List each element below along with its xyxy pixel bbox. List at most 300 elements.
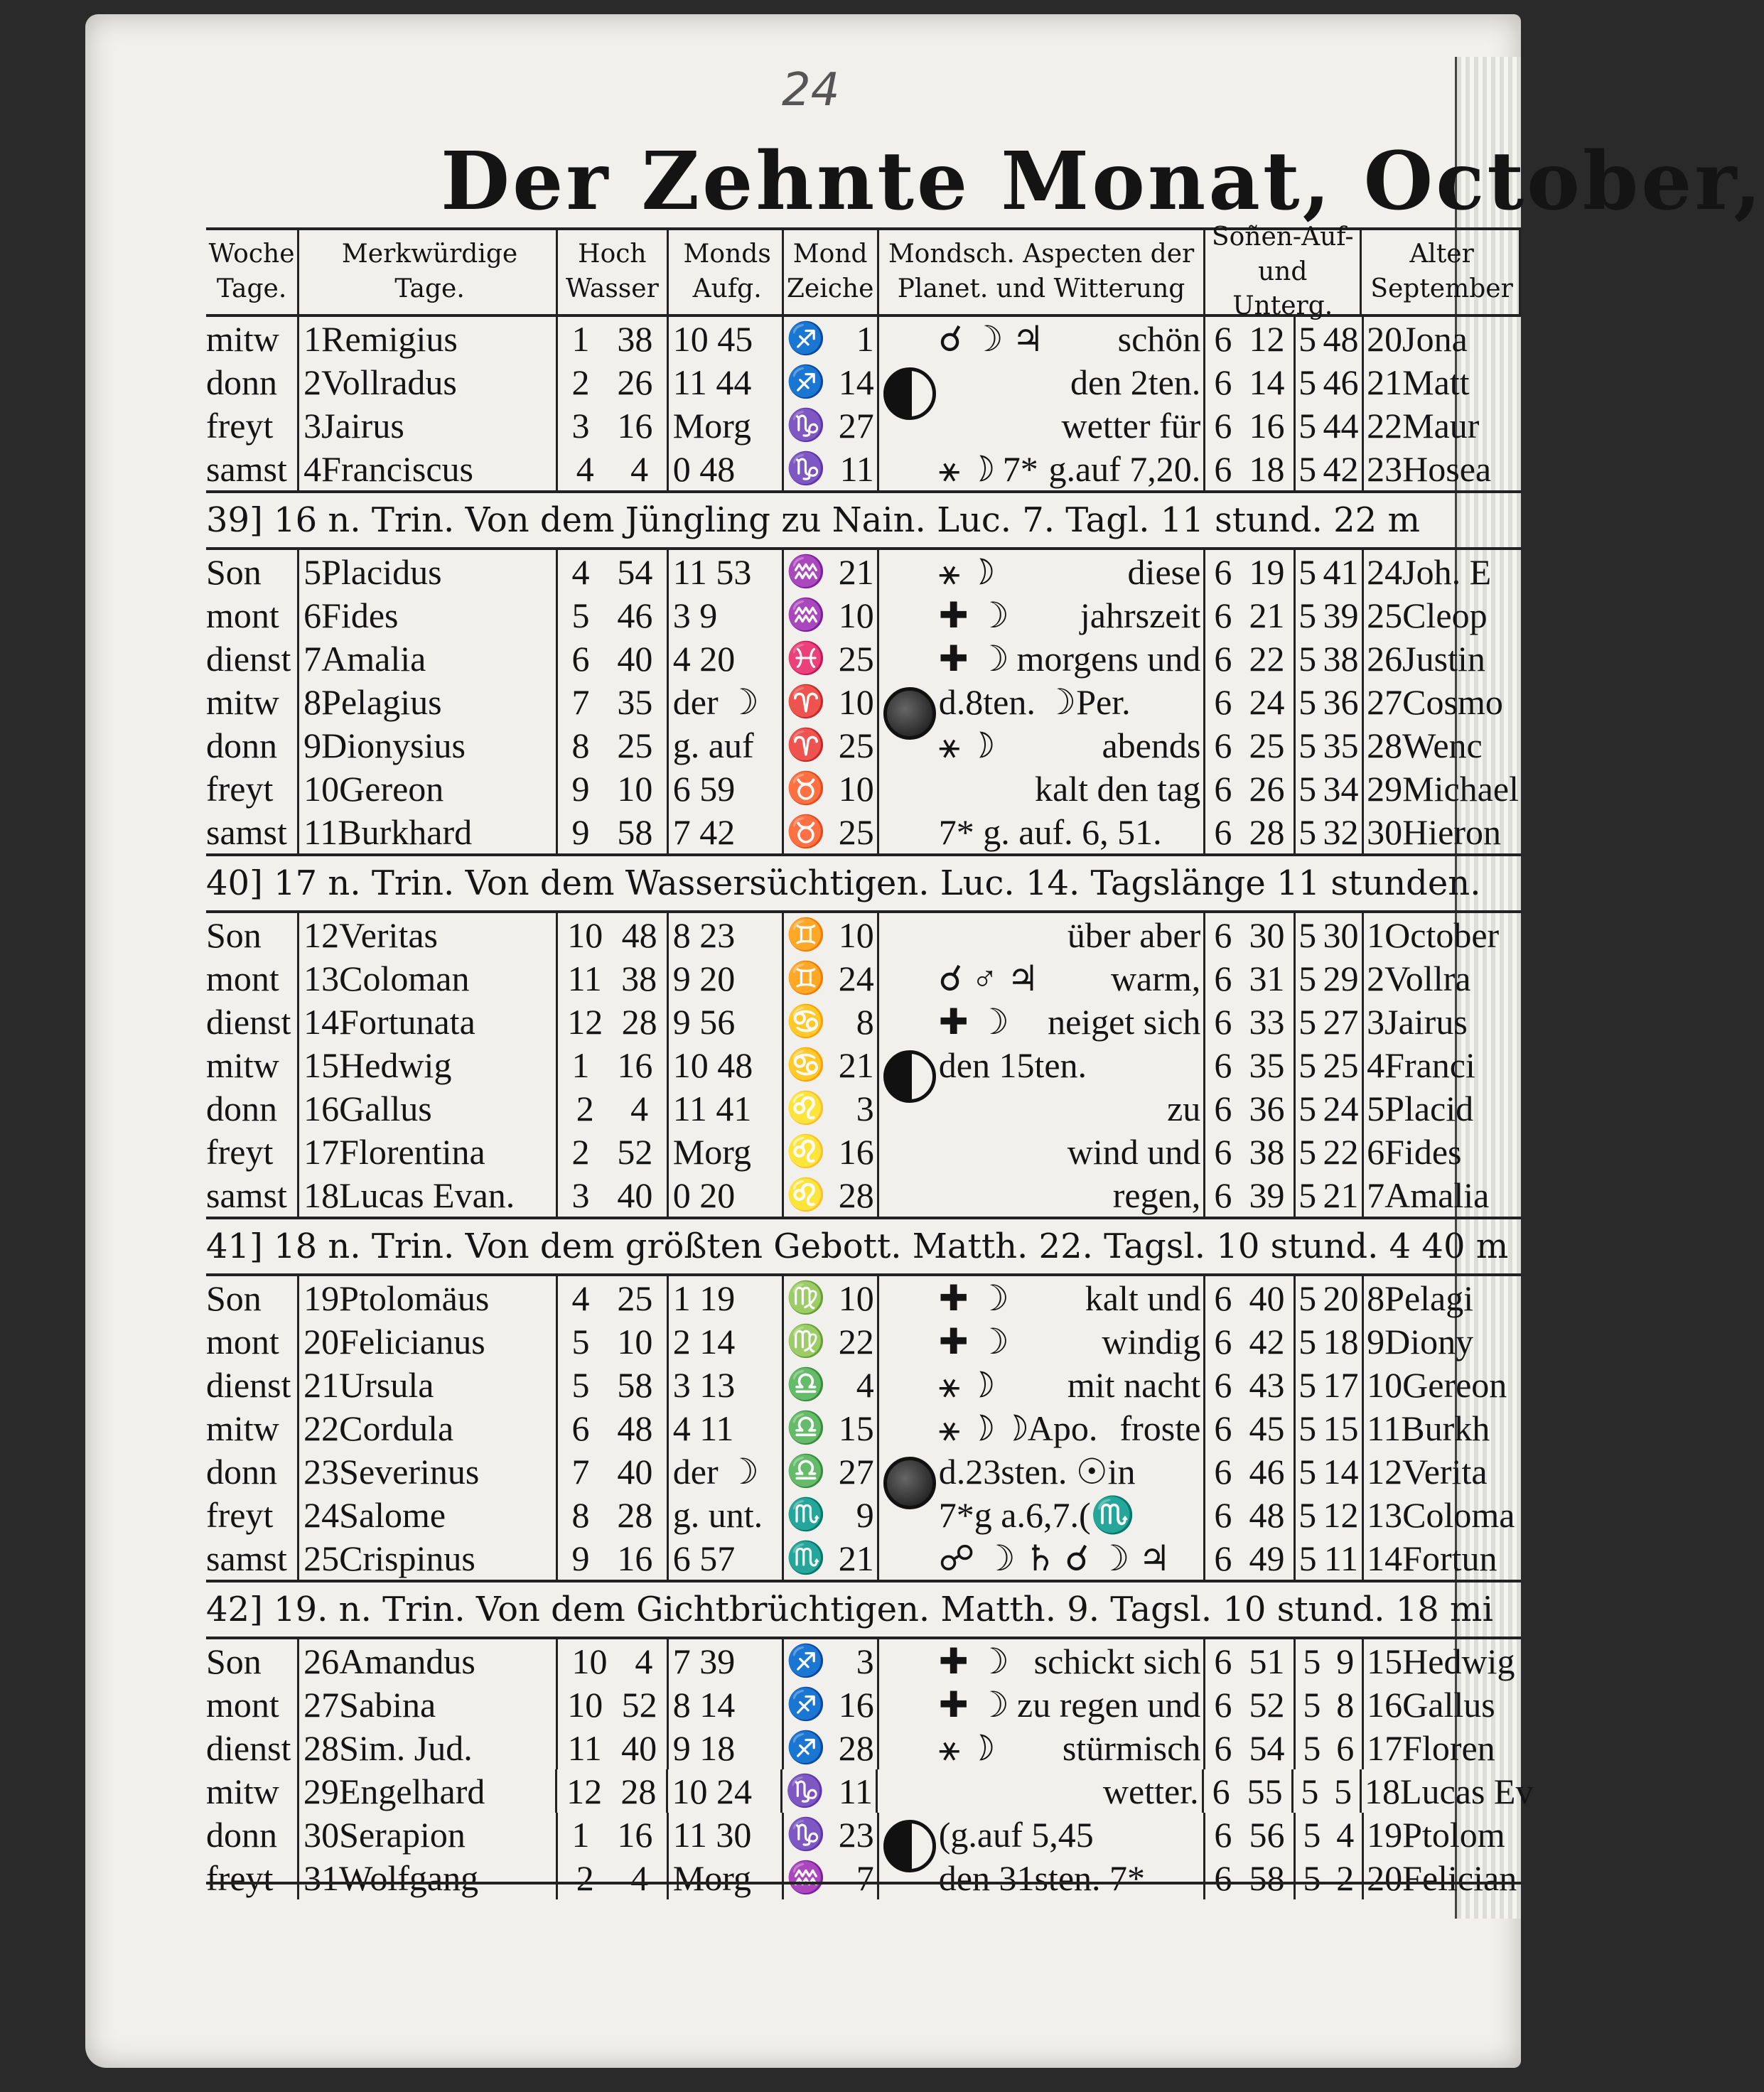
weekday-text: freyt <box>206 768 274 809</box>
saint-name: 14Fortunata <box>303 1001 475 1042</box>
zodiac-sign: ♓ <box>786 640 826 676</box>
old-calendar-saint: 30Hieron <box>1367 812 1501 852</box>
zodiac-sign: ♑ <box>786 407 826 443</box>
sunrise-cell <box>1205 913 1295 956</box>
moonrise-time: 6 57 <box>672 1538 736 1578</box>
weekday-cell <box>206 593 299 637</box>
aspect-text: ☍ ☽ ♄ ☌ ☽ ♃ <box>938 1538 1171 1578</box>
high-water-cell <box>558 723 669 767</box>
sunrise-cell <box>1205 1087 1295 1130</box>
high-water-cell <box>558 1406 669 1450</box>
moonrise-time: 9 20 <box>672 958 736 998</box>
sunrise-minute: 54 <box>1249 1727 1285 1768</box>
sunset-cell <box>1296 956 1365 1000</box>
zodiac-sign: ♏ <box>786 1540 826 1575</box>
sunset-minute: 24 <box>1323 1088 1359 1128</box>
zodiac-sign: ♋ <box>786 1003 826 1039</box>
high-water-cell <box>558 1320 669 1363</box>
sunset-hour: 5 <box>1298 725 1317 765</box>
saint-name: 24Salome <box>303 1494 446 1535</box>
sunset-hour: 5 <box>1303 1684 1321 1725</box>
high-water-cell <box>558 956 669 1000</box>
sunrise-hour: 6 <box>1214 595 1232 635</box>
sunset-minute: 34 <box>1323 768 1359 809</box>
high-water-minute: 28 <box>617 1494 653 1535</box>
high-water-hour: 8 <box>571 1494 590 1535</box>
moonrise-cell <box>669 1536 784 1580</box>
aspect-cell <box>879 956 1206 1000</box>
sunset-hour: 5 <box>1298 405 1317 446</box>
high-water-cell <box>558 550 669 593</box>
sunrise-cell <box>1205 1173 1295 1217</box>
moonrise-time: 7 42 <box>672 812 736 852</box>
moon-sign-cell <box>784 360 879 404</box>
high-water-minute: 16 <box>617 1538 653 1578</box>
sunset-cell <box>1296 1536 1365 1580</box>
saint-cell <box>299 680 558 723</box>
old-calendar-cell <box>1362 1769 1534 1813</box>
zodiac-sign: ♌ <box>786 1133 826 1169</box>
zodiac-degree: 4 <box>856 1364 874 1405</box>
sunset-hour: 5 <box>1298 1321 1317 1362</box>
high-water-hour: 6 <box>571 638 590 679</box>
saint-cell <box>299 1000 558 1043</box>
high-water-minute: 40 <box>617 638 653 679</box>
sunset-hour: 5 <box>1298 915 1317 955</box>
high-water-hour: 4 <box>576 448 594 489</box>
sunrise-cell <box>1205 550 1295 593</box>
sunset-cell <box>1296 810 1365 853</box>
aspect-text: ☌ ♂ ♃ <box>938 958 1039 998</box>
old-calendar-cell <box>1364 637 1521 680</box>
bottom-rule <box>206 1882 1521 1885</box>
zodiac-sign: ♑ <box>786 1816 826 1852</box>
moonrise-cell <box>669 1450 784 1493</box>
moonrise-cell <box>669 1173 784 1217</box>
weather-text: zu <box>1167 1088 1201 1128</box>
calendar-row <box>206 1000 1521 1043</box>
old-calendar-saint: 27Cosmo <box>1367 681 1503 722</box>
weekday-text: Son <box>206 1278 262 1318</box>
sunrise-minute: 24 <box>1249 681 1285 722</box>
moonrise-cell <box>669 1493 784 1536</box>
high-water-cell <box>558 1276 669 1320</box>
old-calendar-saint: 20Felician <box>1367 1858 1517 1898</box>
aspect-text: d.8ten. ☽Per. <box>938 681 1131 722</box>
calendar-row <box>206 1130 1521 1173</box>
moon-sign-cell <box>784 810 879 853</box>
weekday-text: freyt <box>206 405 274 446</box>
sunrise-hour: 6 <box>1214 1001 1232 1042</box>
sunrise-cell <box>1205 1130 1295 1173</box>
sunrise-minute: 49 <box>1249 1538 1285 1578</box>
sunrise-minute: 19 <box>1249 551 1285 592</box>
high-water-hour: 9 <box>571 812 590 852</box>
saint-cell <box>299 1726 558 1769</box>
old-calendar-saint: 9Diony <box>1367 1321 1474 1362</box>
weather-text: neiget sich <box>1048 1001 1201 1042</box>
high-water-minute: 52 <box>617 1131 653 1172</box>
moonrise-cell <box>668 1769 782 1813</box>
high-water-cell <box>558 1536 669 1580</box>
old-calendar-saint: 25Cleop <box>1367 595 1488 635</box>
sunrise-hour: 6 <box>1214 638 1232 679</box>
high-water-minute: 54 <box>617 551 653 592</box>
zodiac-sign: ♋ <box>786 1047 826 1082</box>
calendar-row <box>206 1856 1521 1899</box>
high-water-hour: 1 <box>571 318 590 359</box>
zodiac-degree: 15 <box>838 1408 874 1448</box>
old-calendar-cell <box>1364 404 1521 447</box>
saint-name: 9Dionysius <box>303 725 466 765</box>
high-water-minute: 46 <box>617 595 653 635</box>
weekday-text: samst <box>206 812 287 852</box>
moonrise-cell <box>669 1043 784 1087</box>
moonrise-cell <box>669 913 784 956</box>
aspect-text: ✚ ☽ <box>938 1641 1009 1681</box>
saint-cell <box>299 1813 558 1856</box>
old-calendar-cell <box>1364 810 1521 853</box>
sunrise-cell <box>1205 1000 1295 1043</box>
saint-cell <box>299 1276 558 1320</box>
saint-cell <box>299 913 558 956</box>
aspect-cell <box>879 550 1206 593</box>
moonrise-cell <box>669 317 784 360</box>
old-calendar-saint: 10Gereon <box>1367 1364 1507 1405</box>
moonrise-cell <box>669 723 784 767</box>
zodiac-sign: ♊ <box>786 960 826 996</box>
weekday-text: mont <box>206 595 279 635</box>
moonrise-time: 4 20 <box>672 638 736 679</box>
sunrise-hour: 6 <box>1214 1451 1232 1492</box>
zodiac-degree: 24 <box>838 958 874 998</box>
aspect-cell <box>879 447 1206 490</box>
sunrise-hour: 6 <box>1214 1045 1232 1085</box>
calendar-row <box>206 1320 1521 1363</box>
weather-text: diese <box>1127 551 1201 592</box>
moon-sign-cell <box>784 1320 879 1363</box>
sunrise-hour: 6 <box>1214 915 1232 955</box>
old-calendar-cell <box>1364 360 1521 404</box>
old-calendar-saint: 6Fides <box>1367 1131 1462 1172</box>
zodiac-sign: ♍ <box>786 1280 826 1315</box>
sunset-minute: 25 <box>1323 1045 1359 1085</box>
aspect-cell <box>879 680 1206 723</box>
high-water-minute: 28 <box>620 1771 657 1811</box>
aspect-cell <box>879 1726 1206 1769</box>
sunset-minute: 6 <box>1336 1727 1355 1768</box>
saint-cell <box>299 1320 558 1363</box>
zodiac-sign: ♉ <box>786 770 826 806</box>
aspect-text: d.23sten. ☉in <box>938 1451 1136 1492</box>
aspect-cell <box>879 404 1206 447</box>
weekday-cell <box>206 956 299 1000</box>
aspect-text: ⚹ ☽ <box>938 551 994 592</box>
old-calendar-cell <box>1364 593 1521 637</box>
old-calendar-saint: 1October <box>1367 915 1500 955</box>
high-water-cell <box>558 810 669 853</box>
sunday-line: 40] 17 n. Trin. Von dem Wassersüchtigen. Luc. 14. Tagslänge 11 stunden. <box>206 853 1521 913</box>
sunrise-cell <box>1205 680 1295 723</box>
sunrise-cell <box>1205 1536 1295 1580</box>
sunrise-hour: 6 <box>1214 1321 1232 1362</box>
weekday-text: freyt <box>206 1858 274 1898</box>
moonrise-time: 11 41 <box>672 1088 752 1128</box>
weekday-cell <box>206 1493 299 1536</box>
weekday-text: mitw <box>206 1045 279 1085</box>
saint-name: 22Cordula <box>303 1408 454 1448</box>
sunrise-cell <box>1205 1363 1295 1406</box>
zodiac-degree: 7 <box>856 1858 874 1898</box>
weekday-text: dienst <box>206 638 291 679</box>
calendar-row <box>206 810 1521 853</box>
sunrise-minute: 18 <box>1249 448 1285 489</box>
sunset-hour: 5 <box>1298 551 1317 592</box>
sunrise-cell <box>1204 1769 1294 1813</box>
weather-text: wetter für <box>1061 405 1201 446</box>
calendar-row <box>206 680 1521 723</box>
sunset-minute: 48 <box>1323 318 1359 359</box>
calendar-row <box>206 1406 1521 1450</box>
sunrise-cell <box>1205 447 1295 490</box>
sunset-cell <box>1296 1856 1365 1899</box>
sunset-cell <box>1296 1406 1365 1450</box>
old-calendar-cell <box>1364 1276 1521 1320</box>
moon-sign-cell <box>784 1683 879 1726</box>
moon-sign-cell <box>784 1363 879 1406</box>
sunrise-hour: 6 <box>1214 362 1232 402</box>
old-calendar-cell <box>1364 1130 1521 1173</box>
calendar-row <box>206 1363 1521 1406</box>
saint-name: 18Lucas Evan. <box>303 1175 515 1215</box>
saint-cell <box>299 447 558 490</box>
calendar-row <box>206 913 1521 956</box>
high-water-minute: 16 <box>617 1814 653 1855</box>
high-water-minute: 38 <box>621 958 657 998</box>
old-calendar-cell <box>1364 1087 1521 1130</box>
sunset-minute: 32 <box>1323 812 1359 852</box>
sunset-minute: 36 <box>1323 681 1359 722</box>
sunset-cell <box>1296 360 1365 404</box>
page-title: Der Zehnte Monat, October, <box>441 135 1764 228</box>
sunrise-cell <box>1205 1813 1295 1856</box>
zodiac-sign: ♒ <box>786 554 826 589</box>
sunset-hour: 5 <box>1298 1408 1317 1448</box>
aspect-cell <box>879 1450 1206 1493</box>
sunrise-minute: 45 <box>1249 1408 1285 1448</box>
high-water-cell <box>558 447 669 490</box>
moon-sign-cell <box>784 913 879 956</box>
weekday-text: mont <box>206 1684 279 1725</box>
old-calendar-saint: 22Maur <box>1367 405 1480 446</box>
old-calendar-saint: 23Hosea <box>1367 448 1492 489</box>
sunset-minute: 39 <box>1323 595 1359 635</box>
high-water-minute: 4 <box>630 448 649 489</box>
zodiac-sign: ♒ <box>786 1860 826 1895</box>
calendar-row <box>206 1493 1521 1536</box>
sunrise-cell <box>1205 1726 1295 1769</box>
moonrise-cell <box>669 1276 784 1320</box>
high-water-cell <box>558 1043 669 1087</box>
moonrise-cell <box>669 1726 784 1769</box>
high-water-minute: 38 <box>617 318 653 359</box>
high-water-cell <box>558 593 669 637</box>
sunset-minute: 18 <box>1323 1321 1359 1362</box>
zodiac-degree: 21 <box>838 1538 874 1578</box>
sunset-cell <box>1296 1276 1365 1320</box>
old-calendar-cell <box>1364 767 1521 810</box>
weekday-cell <box>206 1320 299 1363</box>
sunset-hour: 5 <box>1298 448 1317 489</box>
sunset-minute: 9 <box>1336 1641 1355 1681</box>
aspect-text: ☌ ☽ ♃ <box>938 318 1044 359</box>
old-calendar-cell <box>1364 1683 1521 1726</box>
aspect-cell <box>879 1813 1206 1856</box>
weekday-text: donn <box>206 362 277 402</box>
saint-name: 16Gallus <box>303 1088 432 1128</box>
aspect-text: den 15ten. <box>938 1045 1087 1085</box>
zodiac-sign: ♉ <box>786 814 826 849</box>
saint-name: 25Crispinus <box>303 1538 475 1578</box>
sunrise-minute: 46 <box>1249 1451 1285 1492</box>
calendar-row <box>206 360 1521 404</box>
sunset-cell <box>1296 680 1365 723</box>
weekday-text: dienst <box>206 1727 291 1768</box>
sunrise-hour: 6 <box>1214 812 1232 852</box>
header-weekday: Woche Tage. <box>206 230 299 314</box>
moonrise-time: 0 48 <box>672 448 736 489</box>
saint-cell <box>299 723 558 767</box>
zodiac-sign: ♐ <box>786 1686 826 1722</box>
sunset-minute: 12 <box>1323 1494 1359 1535</box>
weekday-text: dienst <box>206 1364 291 1405</box>
zodiac-sign: ♐ <box>786 364 826 399</box>
aspect-cell <box>879 723 1206 767</box>
header-high-water: Hoch Wasser <box>558 230 669 314</box>
sunset-hour: 5 <box>1301 1771 1319 1811</box>
saint-name: 7Amalia <box>303 638 426 679</box>
header-moonrise: Monds Aufg. <box>669 230 784 314</box>
sunrise-minute: 33 <box>1249 1001 1285 1042</box>
sunset-cell <box>1296 1726 1365 1769</box>
moonrise-cell <box>669 637 784 680</box>
moon-sign-cell <box>784 1639 879 1683</box>
calendar-row <box>206 404 1521 447</box>
zodiac-degree: 8 <box>856 1001 874 1042</box>
sunrise-cell <box>1205 317 1295 360</box>
high-water-minute: 40 <box>621 1727 657 1768</box>
sunrise-hour: 6 <box>1214 768 1232 809</box>
calendar-row <box>206 1276 1521 1320</box>
high-water-hour: 6 <box>571 1408 590 1448</box>
high-water-minute: 25 <box>617 725 653 765</box>
saint-name: 2Vollradus <box>303 362 457 402</box>
moon-sign-cell <box>784 550 879 593</box>
moon-sign-cell <box>784 317 879 360</box>
sunrise-cell <box>1205 1683 1295 1726</box>
sunset-cell <box>1296 1043 1365 1087</box>
sunrise-minute: 21 <box>1249 595 1285 635</box>
weather-text: schön <box>1117 318 1201 359</box>
aspect-cell <box>879 1320 1206 1363</box>
high-water-hour: 9 <box>571 768 590 809</box>
weekday-cell <box>206 1087 299 1130</box>
moonrise-cell <box>669 1813 784 1856</box>
saint-cell <box>299 1493 558 1536</box>
sunset-hour: 5 <box>1298 1045 1317 1085</box>
moonrise-cell <box>669 1683 784 1726</box>
moonrise-cell <box>669 404 784 447</box>
high-water-cell <box>558 1173 669 1217</box>
weekday-cell <box>206 1000 299 1043</box>
high-water-hour: 9 <box>571 1538 590 1578</box>
sunrise-minute: 38 <box>1249 1131 1285 1172</box>
sunrise-hour: 6 <box>1214 1408 1232 1448</box>
high-water-cell <box>558 1087 669 1130</box>
saint-cell <box>299 810 558 853</box>
weekday-cell <box>206 1726 299 1769</box>
high-water-cell <box>558 680 669 723</box>
high-water-minute: 48 <box>617 1408 653 1448</box>
aspect-cell <box>879 1363 1206 1406</box>
high-water-hour: 12 <box>567 1001 603 1042</box>
weather-text: warm, <box>1110 958 1201 998</box>
high-water-cell <box>558 1726 669 1769</box>
sunset-cell <box>1296 637 1365 680</box>
weather-text: kalt den tag <box>1035 768 1201 809</box>
weather-text: regen, <box>1112 1175 1201 1215</box>
weather-text: wind und <box>1067 1131 1201 1172</box>
sunset-hour: 5 <box>1298 595 1317 635</box>
weekday-text: donn <box>206 725 277 765</box>
moon-sign-cell <box>784 1087 879 1130</box>
moon-sign-cell <box>784 637 879 680</box>
high-water-minute: 4 <box>630 1858 649 1898</box>
high-water-hour: 4 <box>571 1278 590 1318</box>
sunset-minute: 41 <box>1323 551 1359 592</box>
calendar-row <box>206 1769 1534 1813</box>
saint-cell <box>299 1450 558 1493</box>
moon-sign-cell <box>784 1276 879 1320</box>
moonrise-cell <box>669 1639 784 1683</box>
weekday-cell <box>206 317 299 360</box>
moon-sign-cell <box>784 1173 879 1217</box>
sunrise-minute: 48 <box>1249 1494 1285 1535</box>
sunset-cell <box>1296 593 1365 637</box>
sunrise-hour: 6 <box>1214 1858 1232 1898</box>
old-calendar-cell <box>1364 1173 1521 1217</box>
weather-text: froste <box>1119 1408 1201 1448</box>
moonrise-cell <box>669 1363 784 1406</box>
old-calendar-cell <box>1364 1363 1521 1406</box>
moonrise-cell <box>669 593 784 637</box>
moonrise-time: 6 59 <box>672 768 736 809</box>
sunset-minute: 2 <box>1336 1858 1355 1898</box>
weekday-text: mitw <box>206 681 279 722</box>
moonrise-time: 11 44 <box>672 362 752 402</box>
weekday-text: dienst <box>206 1001 291 1042</box>
aspect-cell <box>879 317 1206 360</box>
high-water-hour: 10 <box>567 915 603 955</box>
high-water-hour: 4 <box>571 551 590 592</box>
aspect-cell <box>879 1493 1206 1536</box>
old-calendar-saint: 5Placid <box>1367 1088 1474 1128</box>
aspect-cell <box>879 1276 1206 1320</box>
sunrise-cell <box>1205 1043 1295 1087</box>
saint-name: 10Gereon <box>303 768 444 809</box>
zodiac-degree: 10 <box>838 1278 874 1318</box>
sunset-minute: 21 <box>1323 1175 1359 1215</box>
